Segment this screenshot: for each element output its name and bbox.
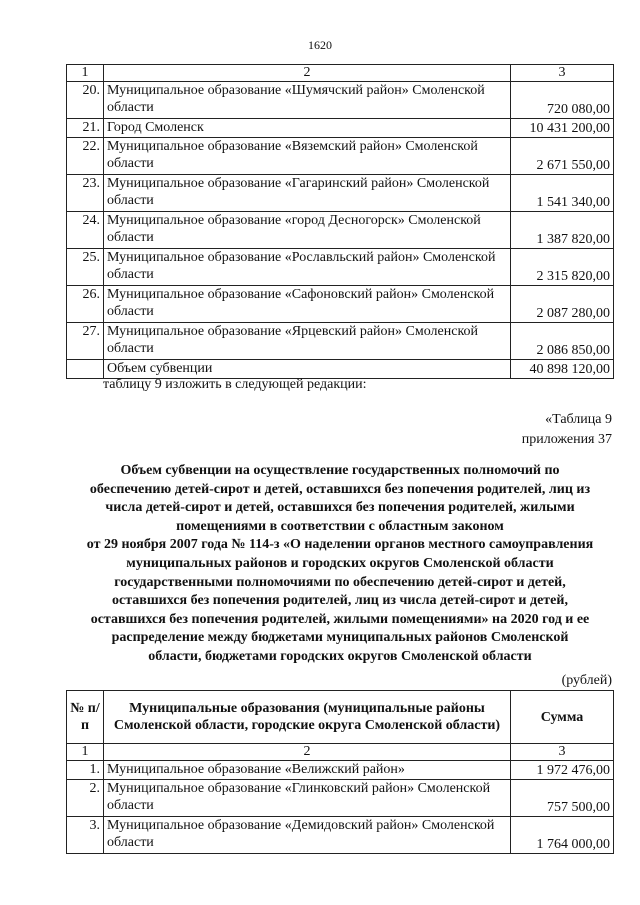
row-number: 20. [67, 82, 104, 119]
row-number: 23. [67, 175, 104, 212]
instruction-text: таблицу 9 изложить в следующей редакции: [103, 377, 367, 392]
col-index-1: 1 [67, 65, 104, 82]
row-amount: 2 087 280,00 [511, 286, 614, 323]
row-name: Муниципальное образование «Глинковский район» Смоленской области [104, 780, 511, 817]
row-name: Муниципальное образование «Шумячский район» Смоленской области [104, 82, 511, 119]
row-name: Муниципальное образование «Гагаринский район» Смоленской области [104, 175, 511, 212]
row-amount: 10 431 200,00 [511, 119, 614, 138]
title-line: муниципальных районов и городских округов Смоленской области [126, 555, 554, 571]
table-row [67, 138, 614, 175]
header-sum: Сумма [511, 691, 614, 744]
row-name: Муниципальное образование «Вяземский район» Смоленской области [104, 138, 511, 175]
row-name: Муниципальное образование «Велижский район» [104, 761, 511, 780]
title-line: Объем субвенции на осуществление государственных полномочий по [120, 463, 560, 478]
table-reference-line-1: «Таблица 9 [545, 412, 612, 427]
total-empty-cell [67, 360, 104, 379]
col-index-2: 2 [104, 744, 511, 761]
title-line: государственными полномочиями по обеспечению детей-сирот и детей, [114, 574, 566, 590]
row-name: Город Смоленск [104, 119, 511, 138]
row-name: Муниципальное образование «город Десногорск» Смоленской области [104, 212, 511, 249]
title-line: числа детей-сирот и детей, оставшихся без попечения родителей, жилыми [105, 500, 575, 516]
row-number: 25. [67, 249, 104, 286]
row-amount: 1 387 820,00 [511, 212, 614, 249]
title-line: от 29 ноября 2007 года № 114-з «О наделении органов местного самоуправления [86, 537, 594, 553]
title-line: распределение между бюджетами муниципальных районов Смоленской [111, 630, 569, 646]
table-title [66, 462, 614, 667]
row-amount: 1 972 476,00 [511, 761, 614, 780]
title-line: оставшихся без попечения родителей, жилыми помещениями» на 2020 год и ее [90, 611, 590, 627]
col-index-3: 3 [511, 65, 614, 82]
title-line: оставшихся без попечения родителей, лиц из числа детей-сирот и детей, [112, 593, 568, 609]
row-amount: 2 671 550,00 [511, 138, 614, 175]
row-amount: 757 500,00 [511, 780, 614, 817]
row-number: 24. [67, 212, 104, 249]
table-row [67, 761, 614, 780]
total-amount: 40 898 120,00 [511, 360, 614, 379]
table-row [67, 212, 614, 249]
row-name: Муниципальное образование «Сафоновский район» Смоленской области [104, 286, 511, 323]
table-header-row [67, 691, 614, 744]
row-amount: 2 086 850,00 [511, 323, 614, 360]
row-number: 1. [67, 761, 104, 780]
table-row [67, 82, 614, 119]
row-amount: 720 080,00 [511, 82, 614, 119]
currency-unit: (рублей) [561, 673, 612, 688]
subvention-table-9 [66, 690, 614, 854]
page-number: 1620 [308, 38, 332, 52]
row-number: 27. [67, 323, 104, 360]
row-name: Муниципальное образование «Рославльский район» Смоленской области [104, 249, 511, 286]
row-name: Муниципальное образование «Ярцевский район» Смоленской области [104, 323, 511, 360]
title-line: обеспечению детей-сирот и детей, оставшихся без попечения родителей, лиц из [89, 481, 591, 497]
row-name: Муниципальное образование «Демидовский район» Смоленской области [104, 817, 511, 854]
table-reference-line-2: приложения 37 [521, 432, 612, 447]
total-label: Объем субвенции [104, 360, 511, 379]
row-amount: 1 541 340,00 [511, 175, 614, 212]
col-index-1: 1 [67, 744, 104, 761]
table-row [67, 119, 614, 138]
table-reference [522, 410, 612, 450]
table-row [67, 323, 614, 360]
table-index-row [67, 65, 614, 82]
col-index-3: 3 [511, 744, 614, 761]
title-line: области, бюджетами городских округов Смоленской области [148, 648, 532, 664]
row-number: 22. [67, 138, 104, 175]
row-amount: 1 764 000,00 [511, 817, 614, 854]
row-number: 21. [67, 119, 104, 138]
table-row [67, 175, 614, 212]
header-municipality: Муниципальные образования (муниципальные районы Смоленской области, городские округа Смоленской области) [104, 691, 511, 744]
subvention-table-continued [66, 64, 614, 379]
col-index-2: 2 [104, 65, 511, 82]
row-number: 3. [67, 817, 104, 854]
table-index-row [67, 744, 614, 761]
table-row [67, 780, 614, 817]
table-row [67, 817, 614, 854]
row-number: 2. [67, 780, 104, 817]
row-number: 26. [67, 286, 104, 323]
title-line: помещениями в соответствии с областным законом [176, 518, 504, 534]
table-row [67, 286, 614, 323]
header-number: № п/п [67, 691, 104, 744]
table-row [67, 249, 614, 286]
row-amount: 2 315 820,00 [511, 249, 614, 286]
